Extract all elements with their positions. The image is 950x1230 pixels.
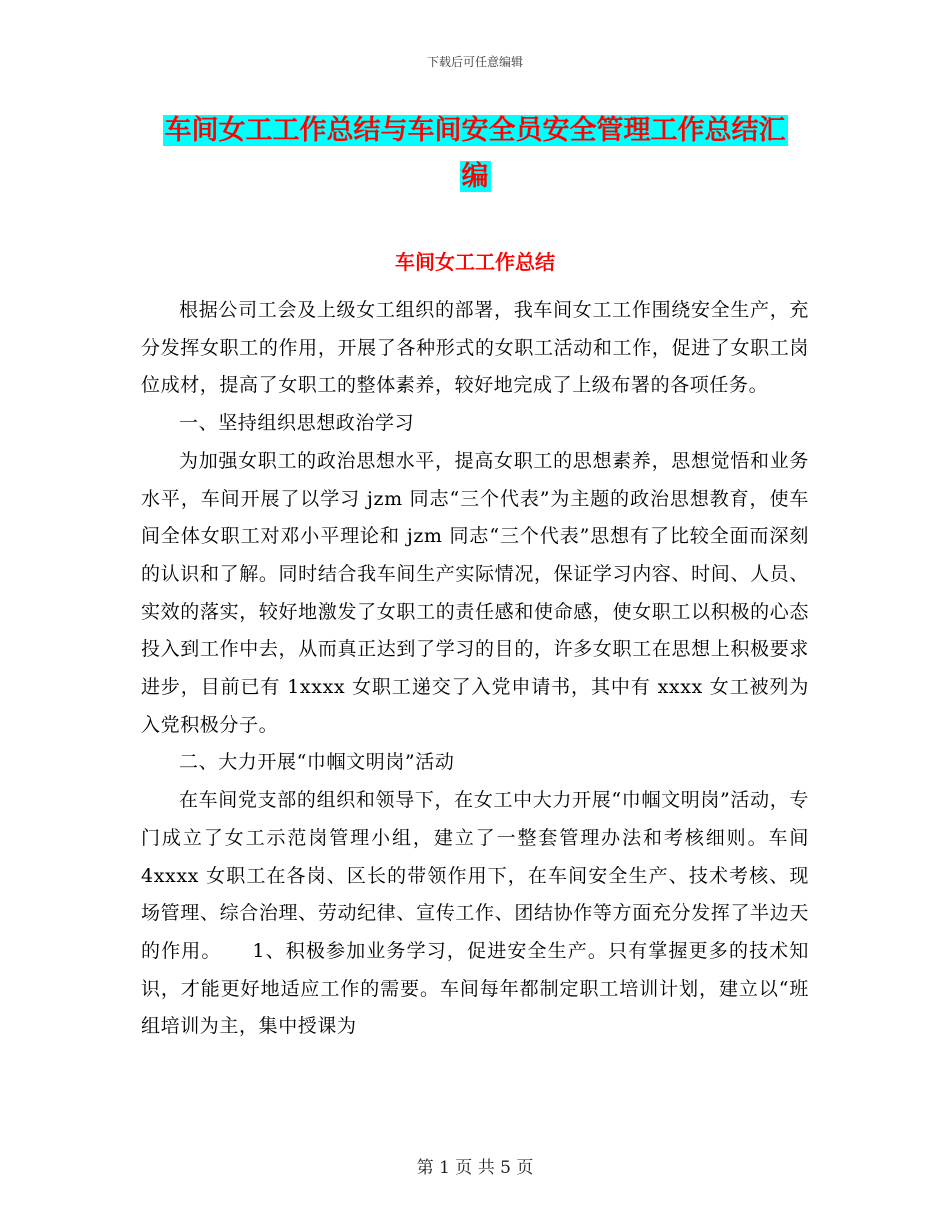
paragraph-civilized-post: 在车间党支部的组织和领导下，在女工中大力开展“巾帼文明岗”活动，专门成立了女工示范岗管理小组，建立了一整套管理办法和考核细则。车间 4xxxx 女职工在各岗、区长的带领作用下，在车间安全生产、技术考核、现场管理、综合治理、劳动纪律、宣传工作、团结协作等方面充分发挥了半边天的作用。 1、积极参加业务学习，促进安全生产。只有掌握更多的技术知识，才能更好地适应工作的需要。车间每年都制定职工培训计划，建立以“班组培训为主，集中授课为	[141, 789, 809, 1038]
header-note: 下载后可任意编辑	[426, 55, 523, 69]
page-footer: 第 1 页 共 5 页	[416, 1158, 534, 1178]
document-body	[141, 292, 809, 1046]
document-title-line1: 车间女工工作总结与车间安全员安全管理工作总结汇	[164, 115, 786, 146]
section-title: 车间女工工作总结	[395, 250, 555, 274]
document-title	[140, 108, 810, 200]
document-title-line2: 编	[461, 161, 489, 192]
heading-political-study: 一、坚持组织思想政治学习	[179, 412, 415, 435]
paragraph-intro: 根据公司工会及上级女工组织的部署，我车间女工工作围绕安全生产，充分发挥女职工的作用，开展了各种形式的女职工活动和工作，促进了女职工岗位成材，提高了女职工的整体素养，较好地完成了上级布署的各项任务。	[141, 299, 809, 397]
heading-civilized-post: 二、大力开展“巾帼文明岗”活动	[179, 751, 455, 774]
paragraph-political-study: 为加强女职工的政治思想水平，提高女职工的思想素养，思想觉悟和业务水平，车间开展了以学习 jzm 同志“三个代表”为主题的政治思想教育，使车间全体女职工对邓小平理论和 jzm 同志“三个代表”思想有了比较全面而深刻的认识和了解。同时结合我车间生产实际情况，保证学习内容、时间、人员、实效的落实，较好地激发了女职工的责任感和使命感，使女职工以积极的心态投入到工作中去，从而真正达到了学习的目的，许多女职工在思想上积极要求进步，目前已有 1xxxx 女职工递交了入党申请书，其中有 xxxx 女工被列为入党积极分子。	[141, 449, 809, 736]
